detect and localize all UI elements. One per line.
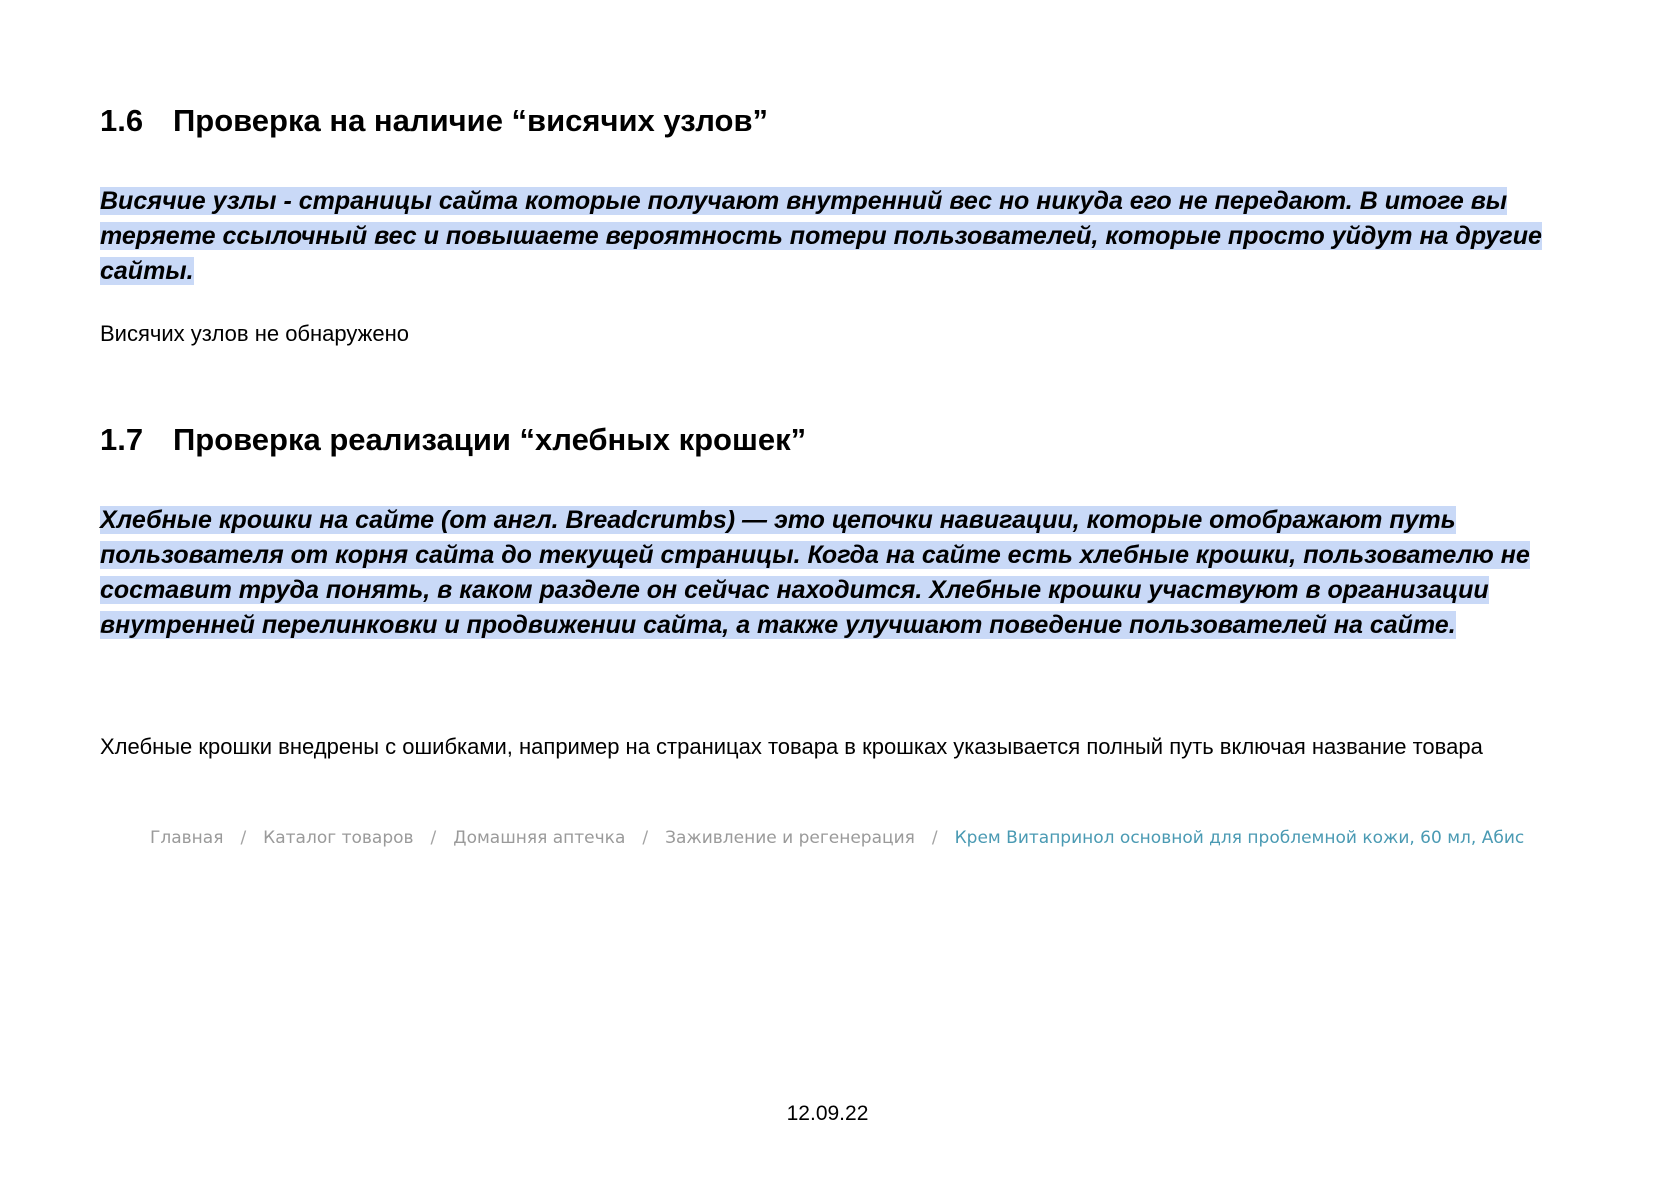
callout-hanging-nodes — [100, 184, 1570, 289]
section-heading-1-6 — [100, 102, 768, 140]
section-heading-1-7 — [100, 421, 806, 459]
callout-breadcrumbs — [100, 503, 1570, 643]
breadcrumb-separator: / — [430, 828, 437, 848]
section-title: Проверка на наличие “висячих узлов” — [173, 103, 769, 138]
footer-date: 12.09.22 — [786, 1102, 869, 1125]
breadcrumb-item-healing[interactable]: Заживление и регенерация — [665, 828, 915, 848]
breadcrumb — [150, 826, 1524, 850]
result-hanging-nodes: Висячих узлов не обнаружено — [100, 321, 409, 346]
highlighted-text: Хлебные крошки на сайте (от англ. Breadcrumbs) — это цепочки навигации, которые отображают путь пользователя от корня сайта до текущей страницы. Когда на сайте есть хлебные крошки, пользователю не составит труда понять, в каком разделе он сейчас находится. Хлебные крошки участвуют в организации внутренней перелинковки и продвижении сайта, а также улучшают поведение пользователей на сайте. — [100, 506, 1530, 639]
section-number: 1.7 — [100, 422, 144, 457]
highlighted-text: Висячие узлы - страницы сайта которые получают внутренний вес но никуда его не передают. В итоге вы теряете ссылочный вес и повышаете вероятность потери пользователей, которые просто уйдут на другие сайты. — [100, 187, 1542, 285]
section-title: Проверка реализации “хлебных крошек” — [173, 422, 807, 457]
breadcrumb-separator: / — [642, 828, 649, 848]
section-number: 1.6 — [100, 103, 144, 138]
result-breadcrumbs: Хлебные крошки внедрены с ошибками, например на страницах товара в крошках указывается полный путь включая название товара — [100, 734, 1483, 759]
breadcrumb-item-current: Крем Витапринол основной для проблемной кожи, 60 мл, Абис — [954, 828, 1525, 848]
breadcrumb-item-home-pharmacy[interactable]: Домашняя аптечка — [453, 828, 626, 848]
breadcrumb-item-catalog[interactable]: Каталог товаров — [263, 828, 414, 848]
breadcrumb-separator: / — [931, 828, 938, 848]
breadcrumb-separator: / — [240, 828, 247, 848]
breadcrumb-item-home[interactable]: Главная — [150, 828, 224, 848]
